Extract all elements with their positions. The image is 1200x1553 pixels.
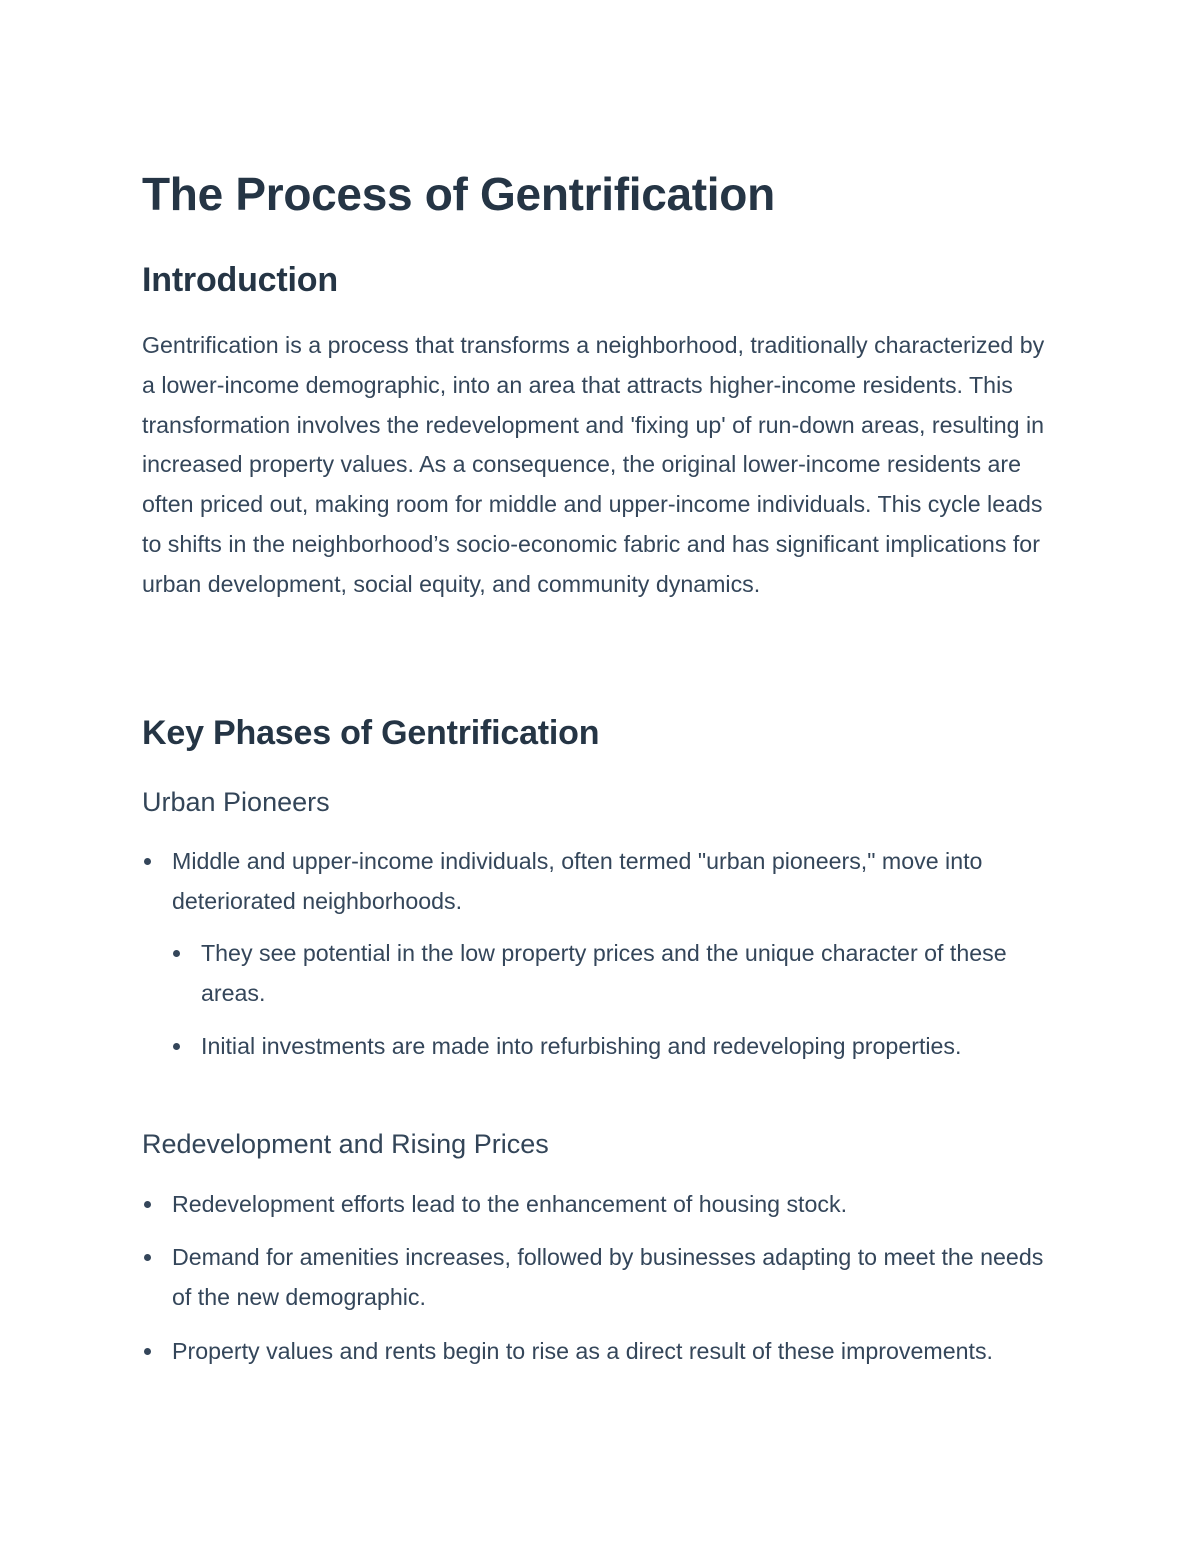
document-title: The Process of Gentrification (142, 168, 775, 220)
list-item: Initial investments are made into refurbishing and redeveloping properties. (201, 1026, 1051, 1066)
intro-paragraph: Gentrification is a process that transforms a neighborhood, traditionally characterized by a lower-income demographic, into an area that attracts higher-income residents. This transformation involves the redevelopment and 'fixing up' of run-down areas, resulting in increased property values. As a consequence, the original lower-income residents are often priced out, making room for middle and upper-income individuals. This cycle leads to shifts in the neighborhood’s socio-economic fabric and has significant implications for urban development, social equity, and community dynamics. (142, 332, 1045, 597)
list-item: Middle and upper-income individuals, often termed "urban pioneers," move into deteriorated neighborhoods. (172, 841, 1052, 921)
list-item: Redevelopment efforts lead to the enhancement of housing stock. (172, 1184, 1052, 1224)
heading-urban-pioneers: Urban Pioneers (142, 787, 330, 817)
list-item: They see potential in the low property prices and the unique character of these areas. (201, 933, 1051, 1013)
heading-key-phases: Key Phases of Gentrification (142, 714, 600, 752)
list-item: Property values and rents begin to rise as a direct result of these improvements. (172, 1331, 1052, 1371)
heading-introduction: Introduction (142, 261, 338, 299)
list-item: Demand for amenities increases, followed by businesses adapting to meet the needs of the new demographic. (172, 1237, 1052, 1317)
heading-redevelopment: Redevelopment and Rising Prices (142, 1129, 549, 1159)
